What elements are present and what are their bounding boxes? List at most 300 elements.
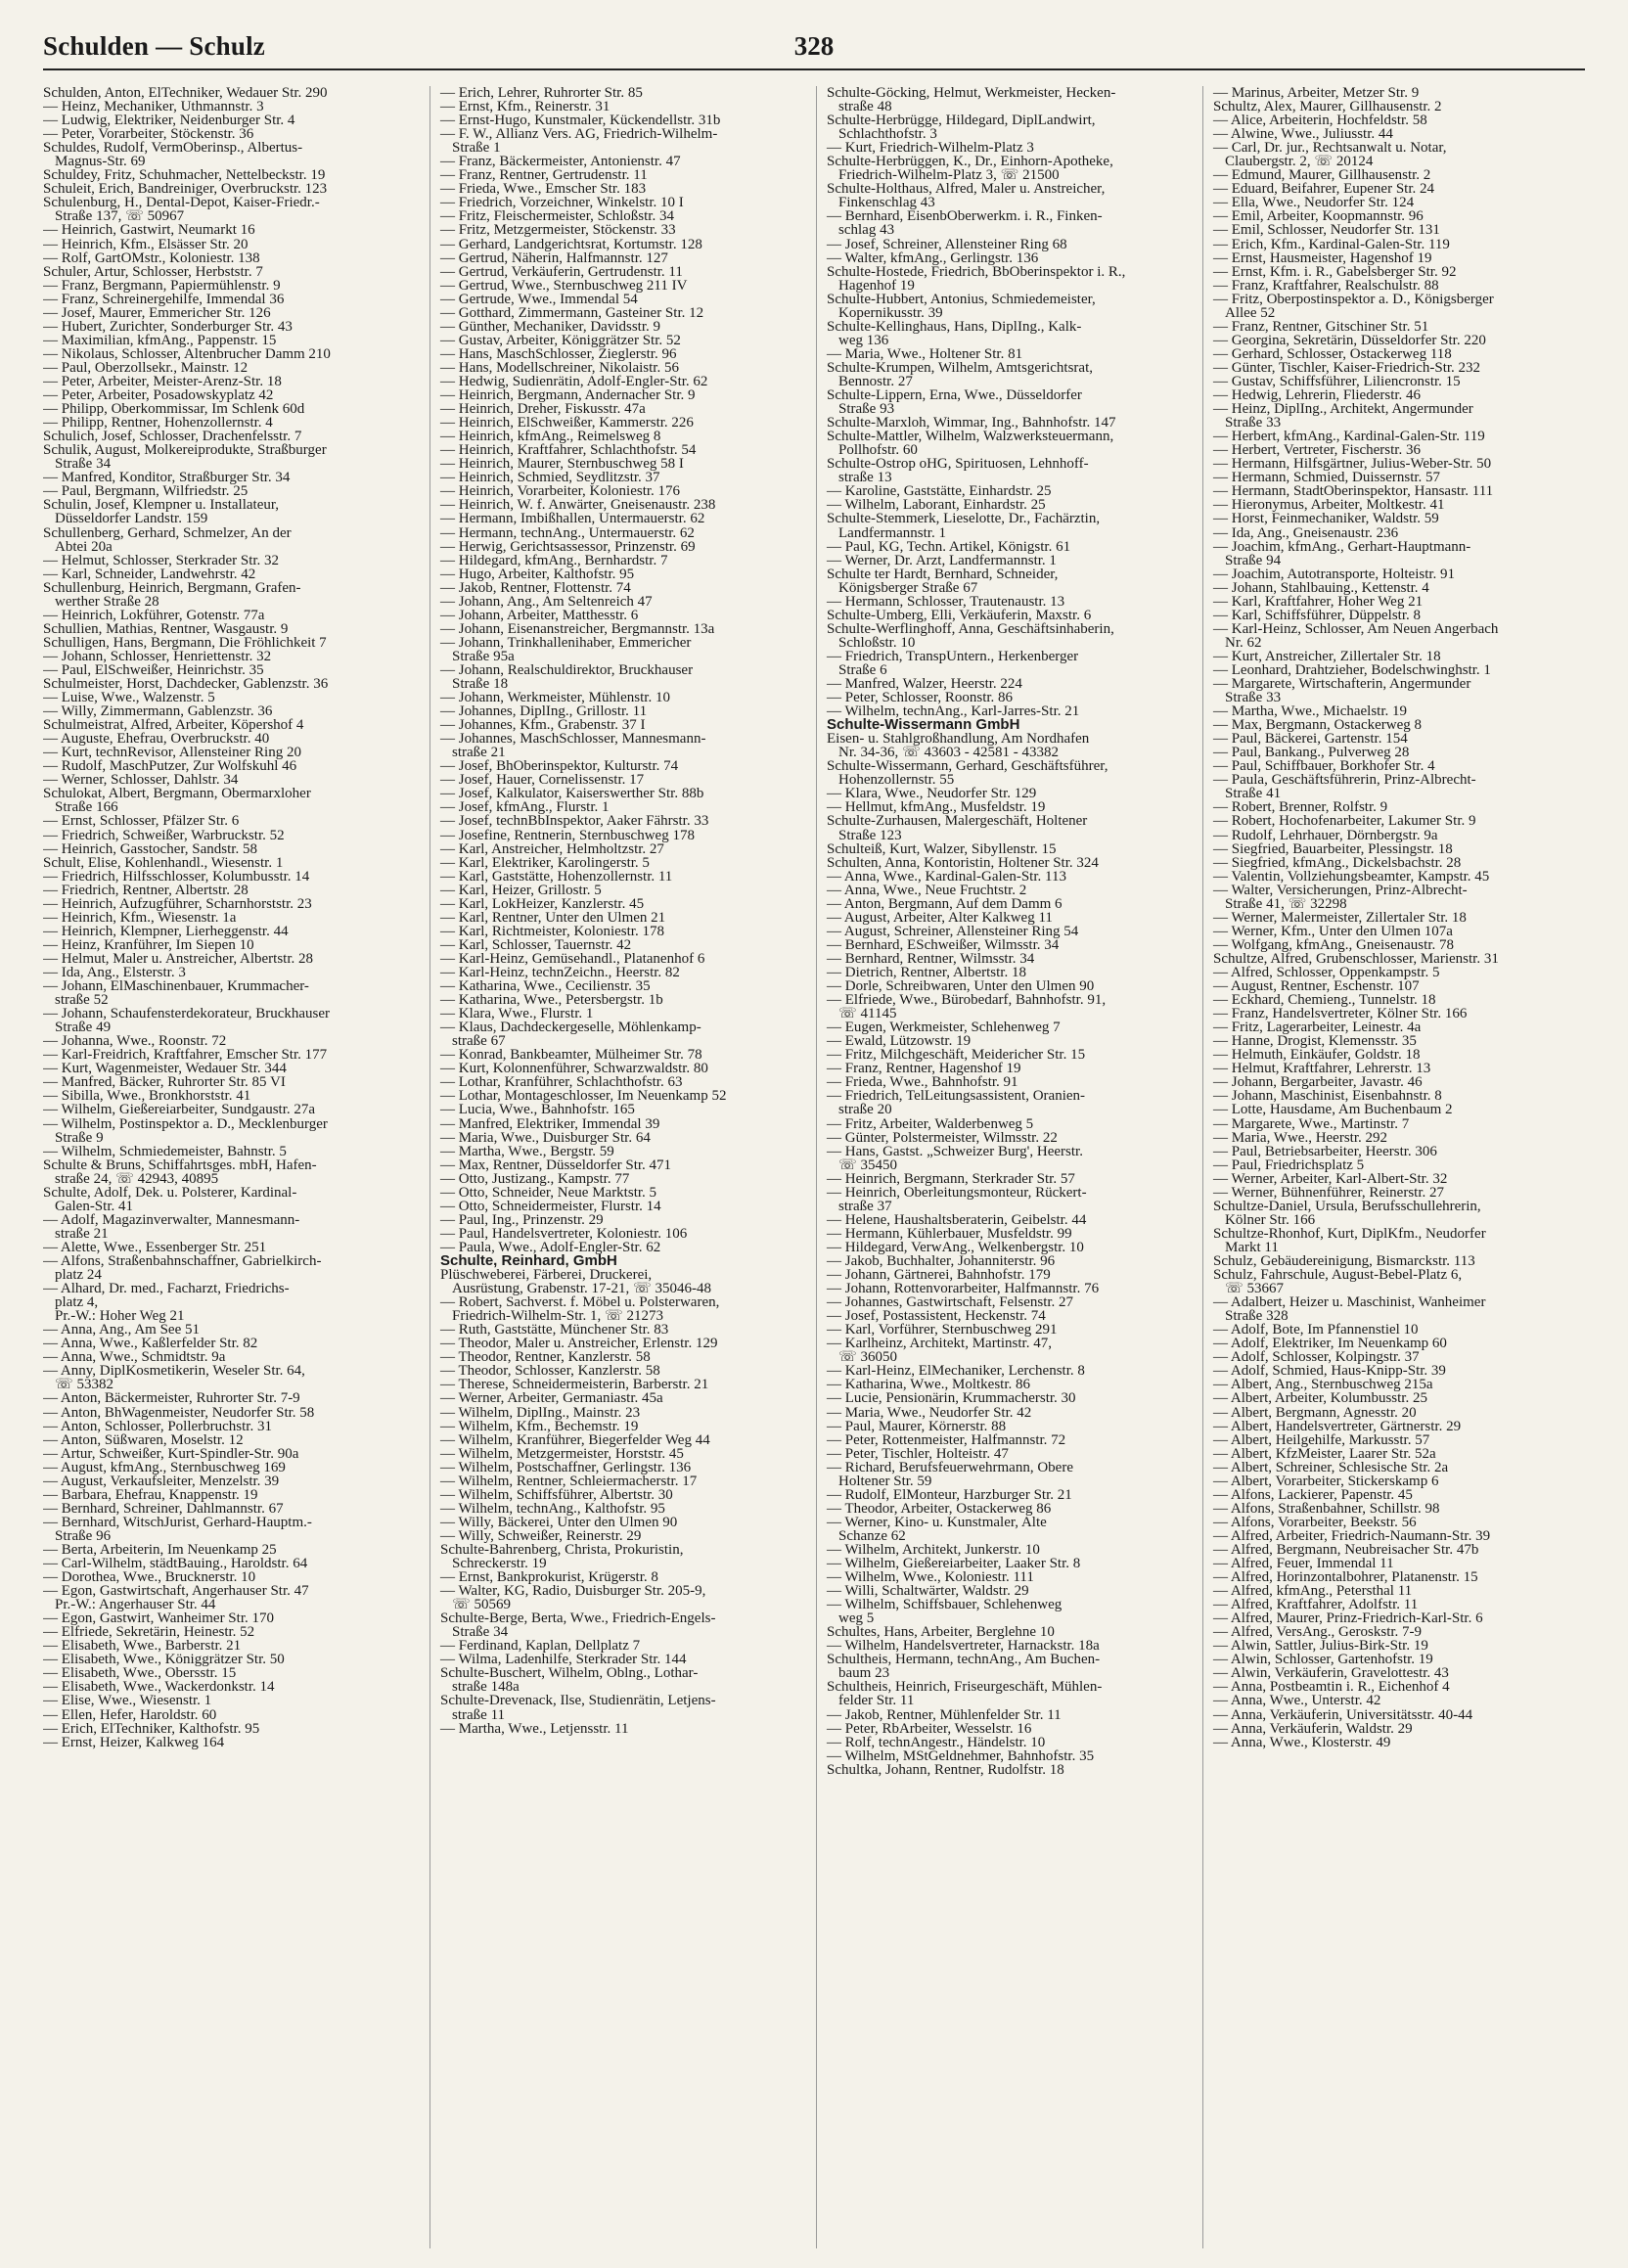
directory-entry: — Anton, Schlosser, Pollerbruchstr. 31 (43, 1418, 272, 1434)
directory-entry: — Wilhelm, Schiffsbauer, Schlehenweg weg 5 (827, 1597, 1063, 1627)
directory-entry: — Willy, Bäckerei, Unter den Ulmen 90 (440, 1514, 678, 1530)
directory-entry: — Albert, Handelsvertreter, Gärtnerstr. 29 (1213, 1418, 1462, 1434)
directory-entry: — Johann, Eisenanstreicher, Bergmannstr. 13a (440, 620, 715, 637)
directory-entry: — Rudolf, ElMonteur, Harzburger Str. 21 (827, 1486, 1072, 1503)
directory-entry: — Paul, Ing., Prinzenstr. 29 (440, 1211, 604, 1228)
directory-entry: — Margarete, Wirtschafterin, Angermunder Straße 33 (1213, 676, 1471, 706)
directory-entry: — Alwin, Schlosser, Gartenhofstr. 19 (1213, 1652, 1433, 1668)
directory-entry: — Ida, Ang., Gneisenaustr. 236 (1213, 524, 1399, 541)
directory-entry: — Hermann, Imbißhallen, Untermauerstr. 62 (440, 511, 705, 527)
directory-entry: — Konrad, Bankbeamter, Mülheimer Str. 78 (440, 1047, 702, 1064)
directory-entry: — Heinrich, Gastwirt, Neumarkt 16 (43, 222, 255, 239)
directory-entry: — Ludwig, Elektriker, Neidenburger Str. 4 (43, 113, 295, 129)
directory-entry: — Walter, Versicherungen, Prinz-Albrecht- Straße 41, ☏ 32298 (1213, 882, 1468, 912)
directory-entry: Schultheis, Heinrich, Friseurgeschäft, Mühlen- felder Str. 11 (827, 1679, 1103, 1709)
directory-entry: — Josef, BhOberinspektor, Kulturstr. 74 (440, 758, 679, 775)
directory-entry: — Margarete, Wwe., Martinstr. 7 (1213, 1115, 1410, 1132)
directory-entry: — Martha, Wwe., Bergstr. 59 (440, 1143, 614, 1159)
directory-entry: — Hermann, Kühlerbauer, Musfeldstr. 99 (827, 1225, 1072, 1242)
directory-entry: — Martha, Wwe., Michaelstr. 19 (1213, 703, 1408, 720)
directory-entry: — Heinrich, Maurer, Sternbuschweg 58 I (440, 456, 684, 473)
directory-entry: — Horst, Feinmechaniker, Waldstr. 59 (1213, 511, 1439, 527)
directory-entry: — Joachim, kfmAng., Gerhart-Hauptmann- Straße 94 (1213, 538, 1471, 568)
directory-column-3 (816, 86, 1202, 2248)
directory-entry: — Fritz, Milchgeschäft, Meidericher Str. 15 (827, 1047, 1086, 1064)
directory-entry: — Heinrich, Schmied, Seydlitzstr. 37 (440, 470, 660, 486)
directory-entry: — Albert, Ang., Sternbuschweg 215a (1213, 1377, 1433, 1393)
directory-entry: — Helmut, Maler u. Anstreicher, Albertstr. 28 (43, 950, 314, 967)
directory-entry: — Werner, Bühnenführer, Reinerstr. 27 (1213, 1184, 1445, 1201)
directory-entry: — Friedrich, Rentner, Albertstr. 28 (43, 882, 249, 898)
directory-entry: — Franz, Rentner, Gertrudenstr. 11 (440, 167, 648, 184)
directory-entry: — Werner, Kino- u. Kunstmaler, Alte Schanze 62 (827, 1514, 1047, 1544)
directory-entry: — Johann, Stahlbauing., Kettenstr. 4 (1213, 579, 1429, 596)
directory-entry: — Paul, Oberzollsekr., Mainstr. 12 (43, 359, 249, 376)
directory-entry: — Johann, Werkmeister, Mühlenstr. 10 (440, 690, 670, 706)
directory-entry: — August, kfmAng., Sternbuschweg 169 (43, 1459, 286, 1475)
directory-entry: — Franz, Rentner, Gitschiner Str. 51 (1213, 318, 1429, 335)
directory-entry: — Leonhard, Drahtzieher, Bodelschwinghstr. 1 (1213, 661, 1491, 678)
directory-entry: — Hieronymus, Arbeiter, Moltkestr. 41 (1213, 497, 1445, 514)
directory-entry: — Heinrich, Dreher, Fiskusstr. 47a (440, 401, 646, 418)
directory-entry: — Johann, Schaufensterdekorateur, Bruckhauser Straße 49 (43, 1006, 331, 1036)
directory-entry: — Hildegard, VerwAng., Welkenbergstr. 10 (827, 1239, 1084, 1255)
directory-entry: — Dorle, Schreibwaren, Unter den Ulmen 90 (827, 978, 1095, 995)
directory-entry: — Hermann, technAng., Untermauerstr. 62 (440, 524, 695, 541)
directory-entry: — Berta, Arbeiterin, Im Neuenkamp 25 (43, 1541, 277, 1558)
directory-entry: — Albert, Heilgehilfe, Markusstr. 57 (1213, 1431, 1430, 1448)
directory-entry: — Paul, KG, Techn. Artikel, Königstr. 61 (827, 538, 1071, 555)
directory-entry: — Gertrude, Wwe., Immendal 54 (440, 291, 638, 307)
directory-entry: — Heinrich, W. f. Anwärter, Gneisenaustr. 238 (440, 497, 716, 514)
directory-entry: — Wilhelm, Kfm., Bechemstr. 19 (440, 1418, 639, 1434)
directory-entry: — Lucia, Wwe., Bahnhofstr. 165 (440, 1102, 635, 1118)
directory-entry: — Wilhelm, Metzgermeister, Horststr. 45 (440, 1445, 684, 1462)
directory-entry: — Adolf, Schlosser, Kolpingstr. 37 (1213, 1349, 1420, 1366)
directory-entry: — Elisabeth, Wwe., Barberstr. 21 (43, 1638, 242, 1655)
directory-entry: — August, Arbeiter, Alter Kalkweg 11 (827, 909, 1053, 926)
directory-entry: — Wilhelm, Schmiedemeister, Bahnstr. 5 (43, 1143, 287, 1159)
directory-entry: — Sibilla, Wwe., Bronkhorststr. 41 (43, 1088, 251, 1105)
directory-entry: — Carl, Dr. jur., Rechtsanwalt u. Notar, Claubergstr. 2, ☏ 20124 (1213, 140, 1447, 170)
directory-entry: — Franz, Rentner, Hagenshof 19 (827, 1061, 1021, 1077)
directory-entry: — Bernhard, EisenbOberwerkm. i. R., Finken- schlag 43 (827, 208, 1103, 239)
directory-entry: — Werner, Dr. Arzt, Landfermannstr. 1 (827, 552, 1057, 568)
directory-entry: — Gotthard, Zimmermann, Gasteiner Str. 12 (440, 304, 704, 321)
directory-entry: — Karl-Heinz, Schlosser, Am Neuen Angerbach Nr. 62 (1213, 620, 1499, 651)
directory-entry: Schulte-Herbrügge, Hildegard, DiplLandwirt, Schlachthofstr. 3 (827, 113, 1096, 143)
directory-entry: — Johannes, MaschSchlosser, Mannesmann- straße 21 (440, 731, 706, 761)
directory-entry: — Ida, Ang., Elsterstr. 3 (43, 965, 186, 980)
directory-entry: — Johann, Gärtnerei, Bahnhofstr. 179 (827, 1267, 1051, 1284)
directory-column-1 (43, 86, 430, 2248)
directory-entry: Schulte-Kellinghaus, Hans, DiplIng., Kalk- weg 136 (827, 318, 1082, 348)
directory-entry: — Josefine, Rentnerin, Sternbuschweg 178 (440, 827, 695, 843)
directory-entry: — Franz, Kraftfahrer, Realschulstr. 88 (1213, 277, 1439, 294)
directory-entry: — Fritz, Metzgermeister, Stöckenstr. 33 (440, 222, 676, 239)
directory-entry: — Eugen, Werkmeister, Schlehenweg 7 (827, 1020, 1061, 1036)
directory-entry: — Otto, Schneider, Neue Marktstr. 5 (440, 1184, 657, 1201)
directory-entry: Schulte-Marxloh, Wimmar, Ing., Bahnhofstr. 147 (827, 415, 1116, 431)
directory-entry: — Maria, Wwe., Neudorfer Str. 42 (827, 1404, 1032, 1421)
directory-entry: — Gerhard, Schlosser, Ostackerweg 118 (1213, 345, 1452, 362)
directory-entry: — Wilhelm, technAng., Kalthofstr. 95 (440, 1500, 665, 1517)
directory-entry: — Heinrich, Vorarbeiter, Koloniestr. 176 (440, 483, 681, 500)
directory-entry: — Jakob, Rentner, Mühlenfelder Str. 11 (827, 1706, 1062, 1723)
directory-entry: — Paul, Betriebsarbeiter, Heerstr. 306 (1213, 1143, 1437, 1159)
directory-entry: — Lothar, Kranführer, Schlachthofstr. 63 (440, 1074, 683, 1091)
directory-entry: — Alwine, Wwe., Juliusstr. 44 (1213, 126, 1393, 143)
directory-entry: Eisen- u. Stahlgroßhandlung, Am Nordhafen Nr. 34-36, ☏ 43603 - 42581 - 43382 (827, 731, 1090, 761)
directory-entry: — Wilhelm, MStGeldnehmer, Bahnhofstr. 35 (827, 1747, 1095, 1764)
directory-entry: — Edmund, Maurer, Gillhausenstr. 2 (1213, 167, 1431, 184)
directory-entry: — Josef, Hauer, Cornelissenstr. 17 (440, 772, 645, 789)
directory-entry: — Rudolf, MaschPutzer, Zur Wolfskuhl 46 (43, 758, 297, 775)
directory-entry: — Wilhelm, Handelsvertreter, Harnackstr. 18a (827, 1638, 1100, 1655)
directory-entry: — Anna, Ang., Am See 51 (43, 1322, 200, 1338)
directory-entry: Schulte-Stemmerk, Lieselotte, Dr., Fachärztin, Landfermannstr. 1 (827, 511, 1101, 541)
directory-entry: — Heinrich, Gasstocher, Sandstr. 58 (43, 840, 257, 857)
directory-entry: — Alfred, VersAng., Geroskstr. 7-9 (1213, 1624, 1423, 1641)
directory-entry: — Ferdinand, Kaplan, Dellplatz 7 (440, 1638, 641, 1655)
directory-entry: — Helmut, Schlosser, Sterkrader Str. 32 (43, 552, 280, 568)
directory-entry: — Katharina, Wwe., Moltkestr. 86 (827, 1377, 1031, 1393)
directory-entry: — Alfred, Bergmann, Neubreisacher Str. 47b (1213, 1541, 1479, 1558)
directory-entry: — Wilhelm, technAng., Karl-Jarres-Str. 21 (827, 703, 1080, 720)
directory-entry: — Alwin, Sattler, Julius-Birk-Str. 19 (1213, 1638, 1428, 1655)
directory-entry: — Heinrich, Lokführer, Gotenstr. 77a (43, 607, 265, 623)
directory-entry: — Karl, Vorführer, Sternbuschweg 291 (827, 1322, 1058, 1338)
directory-entry: — Alfred, Kraftfahrer, Adolfstr. 11 (1213, 1597, 1419, 1613)
directory-entry: — August, Schreiner, Allensteiner Ring 54 (827, 923, 1079, 939)
directory-entry: — Johanna, Wwe., Roonstr. 72 (43, 1033, 227, 1050)
directory-entry: Schulik, August, Molkereiprodukte, Straßburger Straße 34 (43, 442, 327, 473)
directory-firm-heading: Schulte-Wissermann GmbH (827, 716, 1020, 734)
directory-entry: — Elise, Wwe., Wiesenstr. 1 (43, 1693, 212, 1709)
directory-entry: — Ewald, Lützowstr. 19 (827, 1033, 972, 1050)
directory-entry: — Karl, Richtmeister, Koloniestr. 178 (440, 923, 664, 939)
directory-entry: Schulte-Holthaus, Alfred, Maler u. Anstreicher, Finkenschlag 43 (827, 181, 1106, 211)
directory-entry: Schultka, Johann, Rentner, Rudolfstr. 18 (827, 1761, 1064, 1778)
directory-entry: — Hildegard, kfmAng., Bernhardstr. 7 (440, 552, 668, 568)
directory-entry: Schulden, Anton, ElTechniker, Wedauer Str. 290 (43, 86, 328, 101)
directory-entry: — August, Rentner, Eschenstr. 107 (1213, 978, 1420, 995)
directory-entry: — Heinz, DiplIng., Architekt, Angermunder Straße 33 (1213, 401, 1473, 431)
directory-entry: — Gustav, Schiffsführer, Liliencronstr. 15 (1213, 373, 1461, 389)
directory-entry: — Karl-Heinz, Gemüsehandl., Platanenhof 6 (440, 950, 705, 967)
directory-entry: — Rudolf, Lehrhauer, Dörnbergstr. 9a (1213, 827, 1438, 843)
directory-entry: Schullenburg, Heinrich, Bergmann, Grafen- werther Straße 28 (43, 579, 301, 610)
directory-entry: — Anna, Wwe., Unterstr. 42 (1213, 1693, 1381, 1709)
directory-entry: — Josef, Schreiner, Allensteiner Ring 68 (827, 236, 1067, 252)
directory-entry: — Elisabeth, Wwe., Wackerdonkstr. 14 (43, 1679, 275, 1696)
directory-entry: — Wilhelm, Schiffsführer, Albertstr. 30 (440, 1486, 673, 1503)
directory-entry: Schullenberg, Gerhard, Schmelzer, An der Abtei 20a (43, 524, 292, 555)
directory-entry: — Anna, Wwe., Kardinal-Galen-Str. 113 (827, 868, 1066, 885)
header-title: Schulden — Schulz (43, 31, 265, 61)
directory-entry: — Paul, Bankang., Pulverweg 28 (1213, 745, 1410, 761)
directory-entry: — Anna, Wwe., Klosterstr. 49 (1213, 1734, 1391, 1750)
directory-entry: — Johannes, DiplIng., Grillostr. 11 (440, 703, 648, 720)
directory-entry: Schulte-Berge, Berta, Wwe., Friedrich-Engels- Straße 34 (440, 1610, 716, 1641)
directory-entry: — Bernhard, WitschJurist, Gerhard-Hauptm.- Straße 96 (43, 1514, 312, 1544)
directory-entry: — Katharina, Wwe., Petersbergstr. 1b (440, 992, 663, 1009)
directory-entry: — Rolf, GartOMstr., Koloniestr. 138 (43, 249, 260, 266)
directory-entry: — Hanne, Drogist, Klemensstr. 35 (1213, 1033, 1417, 1050)
directory-entry: — Barbara, Ehefrau, Knappenstr. 19 (43, 1486, 258, 1503)
directory-entry: Schulich, Josef, Schlosser, Drachenfelsstr. 7 (43, 429, 302, 445)
directory-entry: — Elisabeth, Wwe., Königgrätzer Str. 50 (43, 1652, 285, 1668)
directory-entry: — Max, Bergmann, Ostackerweg 8 (1213, 717, 1423, 734)
directory-entry: — Alfred, Schlosser, Oppenkampstr. 5 (1213, 965, 1440, 980)
directory-entry: — Karl, LokHeizer, Kanzlerstr. 45 (440, 895, 645, 912)
directory-entry: — Emil, Arbeiter, Koopmannstr. 96 (1213, 208, 1424, 225)
directory-entry: Schulte-Lippern, Erna, Wwe., Düsseldorfer Straße 93 (827, 387, 1082, 418)
directory-entry: — Gustav, Arbeiter, Königgrätzer Str. 52 (440, 332, 681, 348)
directory-entry: Schulte-Herbrüggen, K., Dr., Einhorn-Apotheke, Friedrich-Wilhelm-Platz 3, ☏ 21500 (827, 154, 1113, 184)
directory-entry: — Alfred, Maurer, Prinz-Friedrich-Karl-Str. 6 (1213, 1610, 1483, 1627)
directory-entry: — Paula, Geschäftsführerin, Prinz-Albrecht- Straße 41 (1213, 772, 1476, 802)
directory-entry: Schult, Elise, Kohlenhandl., Wiesenstr. 1 (43, 854, 284, 871)
directory-column-2 (430, 86, 816, 2248)
directory-entry: — Elisabeth, Wwe., Obersstr. 15 (43, 1665, 237, 1682)
directory-entry: — Alhard, Dr. med., Facharzt, Friedrichs- platz 4, Pr.-W.: Hoher Weg 21 (43, 1281, 290, 1325)
directory-entry: — Kurt, Kolonnenführer, Schwarzwaldstr. 80 (440, 1061, 708, 1077)
directory-entry: — Karl, Anstreicher, Helmholtzstr. 27 (440, 840, 664, 857)
directory-entry: — Ernst, Kfm., Reinerstr. 31 (440, 99, 610, 115)
directory-entry: — Paul, Friedrichsplatz 5 (1213, 1157, 1365, 1173)
directory-entry: Schulteiß, Kurt, Walzer, Sibyllenstr. 15 (827, 840, 1057, 857)
directory-entry: — Otto, Schneidermeister, Flurstr. 14 (440, 1198, 661, 1214)
directory-entry: — Theodor, Maler u. Anstreicher, Erlenstr. 129 (440, 1336, 718, 1352)
directory-entry: Schulte-Krumpen, Wilhelm, Amtsgerichtsrat, Bennostr. 27 (827, 359, 1093, 389)
directory-entry: — Gertrud, Verkäuferin, Gertrudenstr. 11 (440, 263, 683, 280)
directory-entry: — Karl, Heizer, Grillostr. 5 (440, 882, 602, 898)
directory-entry: — Heinrich, Aufzugführer, Scharnhorststr. 23 (43, 895, 312, 912)
directory-entry: — Dietrich, Rentner, Albertstr. 18 (827, 965, 1026, 980)
directory-entry: — Hubert, Zurichter, Sonderburger Str. 43 (43, 318, 293, 335)
directory-entry: — Ellen, Hefer, Haroldstr. 60 (43, 1706, 217, 1723)
directory-entry: Schulin, Josef, Klempner u. Installateur, Düsseldorfer Landstr. 159 (43, 497, 280, 527)
directory-firm-heading: Schulte, Reinhard, GmbH (440, 1251, 617, 1269)
directory-entry: — Friedrich, TranspUntern., Herkenberger Straße 6 (827, 648, 1079, 678)
directory-entry: — Peter, Rottenmeister, Halfmannstr. 72 (827, 1431, 1066, 1448)
directory-entry: — Hermann, Schmied, Duissernstr. 57 (1213, 470, 1441, 486)
directory-entry: — Adolf, Schmied, Haus-Knipp-Str. 39 (1213, 1363, 1446, 1380)
directory-entry: Schuleit, Erich, Bandreiniger, Overbruckstr. 123 (43, 181, 328, 198)
directory-entry: — Günter, Tischler, Kaiser-Friedrich-Str. 232 (1213, 359, 1481, 376)
directory-entry: — Anna, Verkäuferin, Universitätsstr. 40-44 (1213, 1706, 1473, 1723)
directory-entry: — Günter, Polstermeister, Wilmsstr. 22 (827, 1129, 1058, 1146)
directory-entry: — Johann, Trinkhallenihaber, Emmericher Straße 95a (440, 634, 692, 664)
directory-entry: — Friedrich, TelLeitungsassistent, Oranien- straße 20 (827, 1088, 1086, 1118)
directory-entry: — Erich, Lehrer, Ruhrorter Str. 85 (440, 86, 643, 101)
directory-entry: — Theodor, Arbeiter, Ostackerweg 86 (827, 1500, 1052, 1517)
directory-entry: — Philipp, Oberkommissar, Im Schlenk 60d (43, 401, 305, 418)
directory-entry: — Peter, Arbeiter, Posadowskyplatz 42 (43, 387, 274, 404)
directory-entry: — Paul, Bergmann, Wilfriedstr. 25 (43, 483, 249, 500)
directory-entry: — Gertrud, Näherin, Halfmannstr. 127 (440, 249, 668, 266)
directory-entry: Schulte ter Hardt, Bernhard, Schneider, Königsberger Straße 67 (827, 566, 1059, 596)
directory-entry: — Anna, Postbeamtin i. R., Eichenhof 4 (1213, 1679, 1450, 1696)
directory-entry: — Friedrich, Schweißer, Warbruckstr. 52 (43, 827, 285, 843)
directory-entry: Schulte-Mattler, Wilhelm, Walzwerksteuermann, Pollhofstr. 60 (827, 429, 1114, 459)
directory-entry: — Ernst, Bankprokurist, Krügerstr. 8 (440, 1569, 658, 1586)
directory-entry: — F. W., Allianz Vers. AG, Friedrich-Wilhelm- Straße 1 (440, 126, 718, 157)
directory-entry: — Carl-Wilhelm, städtBauing., Haroldstr. 64 (43, 1556, 308, 1572)
directory-entry: — Johann, Ang., Am Seltenreich 47 (440, 593, 653, 610)
directory-entry: — Klaus, Dachdeckergeselle, Möhlenkamp- straße 67 (440, 1020, 701, 1050)
directory-entry: — Fritz, Fleischermeister, Schloßstr. 34 (440, 208, 674, 225)
directory-entry: — Auguste, Ehefrau, Overbruckstr. 40 (43, 731, 270, 748)
directory-entry: — Maximilian, kfmAng., Pappenstr. 15 (43, 332, 277, 348)
directory-entry: — Ernst, Hausmeister, Hagenshof 19 (1213, 249, 1432, 266)
directory-entry: — Egon, Gastwirt, Wanheimer Str. 170 (43, 1610, 274, 1627)
directory-entry: Schulte & Bruns, Schiffahrtsges. mbH, Hafen- straße 24, ☏ 42943, 40895 (43, 1157, 317, 1187)
directory-entry: — Heinrich, Kraftfahrer, Schlachthofstr. 54 (440, 442, 697, 459)
directory-entry: — Robert, Hochofenarbeiter, Lakumer Str. 9 (1213, 813, 1476, 830)
directory-entry: Schulte-Hubbert, Antonius, Schmiedemeister, Kopernikusstr. 39 (827, 291, 1096, 321)
directory-entry: — Siegfried, Bauarbeiter, Plessingstr. 18 (1213, 840, 1453, 857)
directory-entry: — Ella, Wwe., Neudorfer Str. 124 (1213, 195, 1415, 211)
directory-entry: — Eduard, Beifahrer, Eupener Str. 24 (1213, 181, 1434, 198)
directory-entry: — Manfred, Walzer, Heerstr. 224 (827, 676, 1022, 693)
directory-entry: — Johann, Arbeiter, Matthesstr. 6 (440, 607, 639, 623)
directory-entry: — Anton, BhWagenmeister, Neudorfer Str. 58 (43, 1404, 315, 1421)
directory-entry: — Luise, Wwe., Walzenstr. 5 (43, 690, 215, 706)
directory-entry: — Bernhard, ESchweißer, Wilmsstr. 34 (827, 936, 1060, 953)
directory-entry: — Heinz, Kranführer, Im Siepen 10 (43, 936, 254, 953)
directory-entry: — Martha, Wwe., Letjensstr. 11 (440, 1720, 629, 1737)
directory-entry: Schulokat, Albert, Bergmann, Obermarxloher Straße 166 (43, 786, 311, 816)
directory-entry: — Johann, Maschinist, Eisenbahnstr. 8 (1213, 1088, 1442, 1105)
directory-entry: Schullien, Mathias, Rentner, Wasgaustr. 9 (43, 620, 289, 637)
directory-entry: — Heinrich, Bergmann, Sterkrader Str. 57 (827, 1170, 1075, 1187)
directory-entry: — Ernst, Kfm. i. R., Gabelsberger Str. 92 (1213, 263, 1457, 280)
directory-entry: — Fritz, Oberpostinspektor a. D., Königsberger Allee 52 (1213, 291, 1494, 321)
directory-entry: — Klara, Wwe., Neudorfer Str. 129 (827, 786, 1037, 802)
directory-entry: — Heinrich, ElSchweißer, Kammerstr. 226 (440, 415, 694, 431)
directory-entry: — Wolfgang, kfmAng., Gneisenaustr. 78 (1213, 936, 1454, 953)
directory-entry: — Herwig, Gerichtsassessor, Prinzenstr. 69 (440, 538, 696, 555)
directory-entry: Schulte-Hostede, Friedrich, BbOberinspektor i. R., Hagenhof 19 (827, 263, 1126, 294)
directory-entry: — Alfons, Vorarbeiter, Beekstr. 56 (1213, 1514, 1417, 1530)
directory-entry: Schulte-Göcking, Helmut, Werkmeister, Hecken- straße 48 (827, 86, 1116, 115)
directory-entry: — Robert, Sachverst. f. Möbel u. Polsterwaren, Friedrich-Wilhelm-Str. 1, ☏ 21273 (440, 1294, 720, 1325)
directory-entry: — Artur, Schweißer, Kurt-Spindler-Str. 90a (43, 1445, 299, 1462)
directory-entry: — Alfons, Straßenbahner, Schillstr. 98 (1213, 1500, 1440, 1517)
directory-entry: — Heinrich, Kfm., Wiesenstr. 1a (43, 909, 237, 926)
directory-entry: — Richard, Berufsfeuerwehrmann, Obere Holtener Str. 59 (827, 1459, 1073, 1489)
directory-entry: — Kurt, Wagenmeister, Wedauer Str. 344 (43, 1061, 287, 1077)
directory-entry: — Heinrich, Kfm., Elsässer Str. 20 (43, 236, 249, 252)
directory-entry: Schulte-Drevenack, Ilse, Studienrätin, Letjens- straße 11 (440, 1693, 716, 1723)
directory-entry: — Helene, Haushaltsberaterin, Geibelstr. 44 (827, 1211, 1087, 1228)
directory-entry: Schulenburg, H., Dental-Depot, Kaiser-Friedr.- Straße 137, ☏ 50967 (43, 195, 320, 225)
directory-entry: — Albert, Arbeiter, Kolumbusstr. 25 (1213, 1390, 1427, 1407)
directory-entry: — Friedrich, Hilfsschlosser, Kolumbusstr. 14 (43, 868, 310, 885)
directory-entry: — Therese, Schneidermeisterin, Barberstr. 21 (440, 1377, 709, 1393)
directory-entry: — Hedwig, Lehrerin, Fliederstr. 46 (1213, 387, 1422, 404)
page-header (43, 29, 1585, 70)
directory-entry: — Werner, Schlosser, Dahlstr. 34 (43, 772, 239, 789)
directory-entry: Schulte-Buschert, Wilhelm, Oblng., Lothar- straße 148a (440, 1665, 699, 1696)
directory-entry: — Dorothea, Wwe., Brucknerstr. 10 (43, 1569, 256, 1586)
directory-entry: — Klara, Wwe., Flurstr. 1 (440, 1006, 594, 1022)
directory-entry: — Manfred, Konditor, Straßburger Str. 34 (43, 470, 291, 486)
page-number: 328 (793, 31, 835, 61)
directory-entry: Schultes, Hans, Arbeiter, Berglehne 10 (827, 1624, 1055, 1641)
directory-entry: — Herbert, kfmAng., Kardinal-Galen-Str. 119 (1213, 429, 1485, 445)
directory-entry: — Johannes, Kfm., Grabenstr. 37 I (440, 717, 646, 734)
directory-entry: — Gerhard, Landgerichtsrat, Kortumstr. 128 (440, 236, 702, 252)
directory-entry: — Max, Rentner, Düsseldorfer Str. 471 (440, 1157, 672, 1173)
directory-entry: — Ernst, Schlosser, Pfälzer Str. 6 (43, 813, 240, 830)
directory-entry: — Alice, Arbeiterin, Hochfeldstr. 58 (1213, 113, 1427, 129)
directory-entry: Schuldes, Rudolf, VermOberinsp., Albertus- Magnus-Str. 69 (43, 140, 303, 170)
directory-entry: — Franz, Bergmann, Papiermühlenstr. 9 (43, 277, 281, 294)
directory-entry: — Manfred, Elektriker, Immendal 39 (440, 1115, 660, 1132)
directory-entry: — Walter, KG, Radio, Duisburger Str. 205-9, ☏ 50569 (440, 1583, 706, 1613)
directory-entry: — Siegfried, kfmAng., Dickelsbachstr. 28 (1213, 854, 1462, 871)
directory-entry: — Franz, Schreinergehilfe, Immendal 36 (43, 291, 285, 307)
directory-entry: — Alfred, Feuer, Immendal 11 (1213, 1556, 1394, 1572)
directory-entry: — Erich, Kfm., Kardinal-Galen-Str. 119 (1213, 236, 1450, 252)
directory-entry: — Karl, Elektriker, Karolingerstr. 5 (440, 854, 650, 871)
directory-entry: — Egon, Gastwirtschaft, Angerhauser Str. 47 Pr.-W.: Angerhauser Str. 44 (43, 1583, 309, 1613)
directory-entry: — Fritz, Arbeiter, Walderbenweg 5 (827, 1115, 1034, 1132)
directory-entry: — Alfred, Arbeiter, Friedrich-Naumann-Str. 39 (1213, 1527, 1491, 1544)
directory-entry: — Karl-Freidrich, Kraftfahrer, Emscher Str. 177 (43, 1047, 328, 1064)
directory-entry: — Ernst-Hugo, Kunstmaler, Kückendellstr. 31b (440, 113, 721, 129)
directory-entry: Schultze, Alfred, Grubenschlosser, Marienstr. 31 (1213, 950, 1499, 967)
directory-entry: — Johann, Rottenvorarbeiter, Halfmannstr. 76 (827, 1281, 1100, 1297)
directory-entry: — August, Verkaufsleiter, Menzelstr. 39 (43, 1473, 280, 1489)
directory-entry: — Johannes, Gastwirtschaft, Felsenstr. 27 (827, 1294, 1074, 1311)
directory-entry: — Karl, Rentner, Unter den Ulmen 21 (440, 909, 666, 926)
directory-entry: — Anna, Wwe., Kaßlerfelder Str. 82 (43, 1336, 258, 1352)
directory-entry: — Paul, Handelsvertreter, Koloniestr. 106 (440, 1225, 688, 1242)
directory-entry: — Hedwig, Sudienrätin, Adolf-Engler-Str. 62 (440, 373, 708, 389)
directory-entry: — Alfons, Straßenbahnschaffner, Gabrielkirch- platz 24 (43, 1252, 322, 1284)
directory-entry: — Paul, Maurer, Körnerstr. 88 (827, 1418, 1007, 1434)
directory-entry: — Elfriede, Sekretärin, Heinestr. 52 (43, 1624, 255, 1641)
directory-entry: Schulte-Wissermann, Gerhard, Geschäftsführer, Hohenzollernstr. 55 (827, 758, 1108, 789)
directory-entry: — Josef, technBbInspektor, Aaker Fährstr. 33 (440, 813, 709, 830)
directory-entry: — Hermann, Schlosser, Trautenaustr. 13 (827, 593, 1065, 610)
directory-entry: Schulligen, Hans, Bergmann, Die Fröhlichkeit 7 (43, 634, 327, 651)
directory-entry: — Werner, Arbeiter, Karl-Albert-Str. 32 (1213, 1170, 1448, 1187)
directory-entry: — Theodor, Rentner, Kanzlerstr. 58 (440, 1349, 651, 1366)
directory-entry: — Peter, Tischler, Holteistr. 47 (827, 1445, 1009, 1462)
directory-entry: — Willy, Schweißer, Reinerstr. 29 (440, 1527, 642, 1544)
directory-entry: — Theodor, Schlosser, Kanzlerstr. 58 (440, 1363, 660, 1380)
directory-entry: — Albert, Schreiner, Schlesische Str. 2a (1213, 1459, 1449, 1475)
directory-entry: — Josef, Kalkulator, Kaiserswerther Str. 88b (440, 786, 704, 802)
directory-entry: — Frieda, Wwe., Emscher Str. 183 (440, 181, 647, 198)
directory-entry: — Heinrich, Bergmann, Andernacher Str. 9 (440, 387, 696, 404)
directory-entry: — Johann, Realschuldirektor, Bruckhauser Straße 18 (440, 661, 694, 693)
directory-entry: — Wilhelm, Kranführer, Biegerfelder Weg 44 (440, 1431, 710, 1448)
directory-entry: — Albert, Bergmann, Agnesstr. 20 (1213, 1404, 1417, 1421)
directory-entry: — Katharina, Wwe., Cecilienstr. 35 (440, 978, 651, 995)
directory-entry: — Günther, Mechaniker, Davidsstr. 9 (440, 318, 660, 335)
directory-entry: — Johann, ElMaschinenbauer, Krummacher- straße 52 (43, 978, 309, 1009)
directory-entry: — Marinus, Arbeiter, Metzer Str. 9 (1213, 86, 1420, 101)
directory-entry: Schulte-Ostrop oHG, Spirituosen, Lehnhoff- straße 13 (827, 456, 1089, 486)
directory-entry: — Peter, Vorarbeiter, Stöckenstr. 36 (43, 126, 254, 143)
directory-entry: — Nikolaus, Schlosser, Altenbrucher Damm 210 (43, 345, 331, 362)
